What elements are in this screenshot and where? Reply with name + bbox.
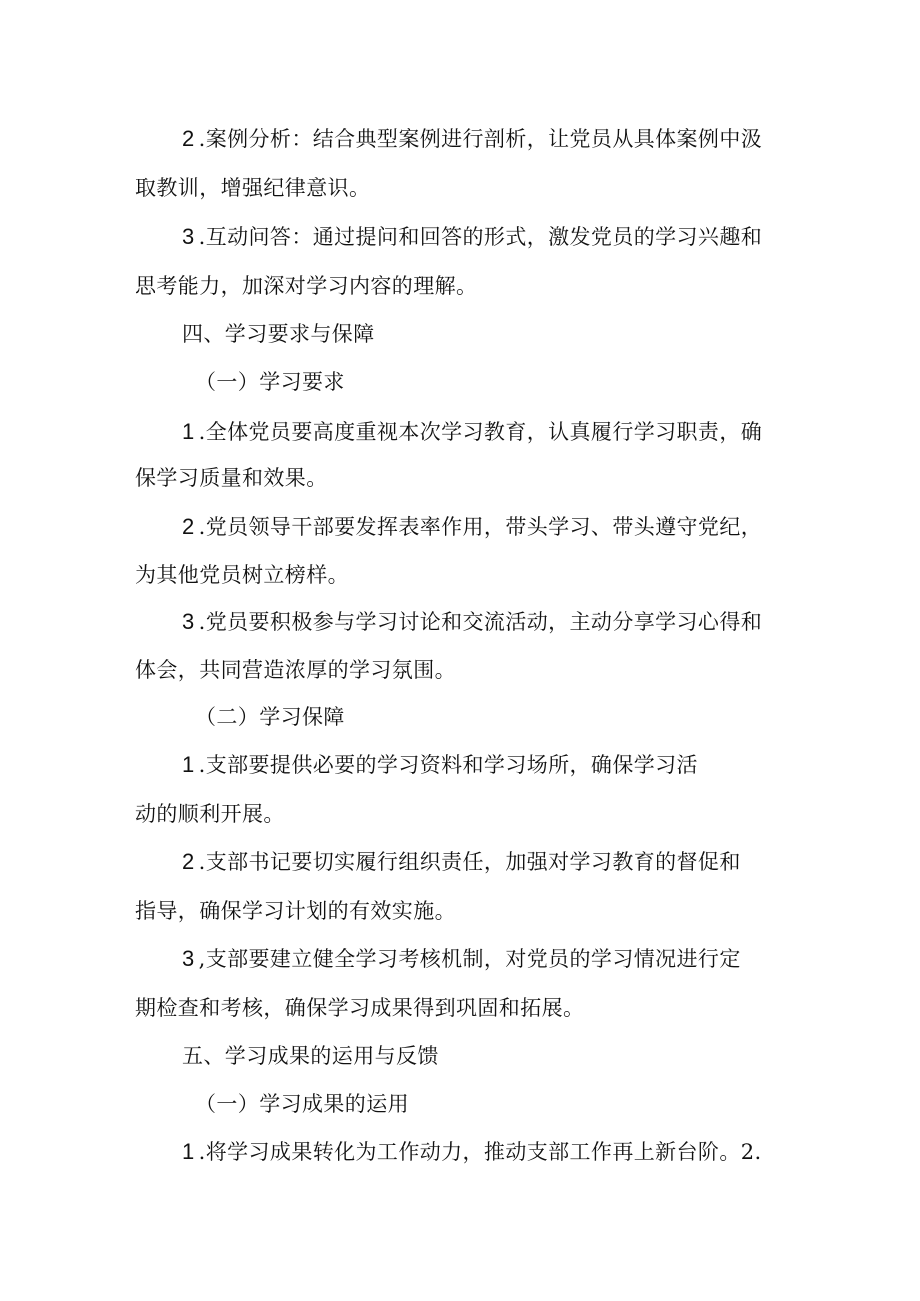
- paragraph-line: [135, 994, 584, 1022]
- line-text: 思考能力，加深对学习内容的理解。: [135, 274, 478, 298]
- paragraph-line: [182, 125, 762, 153]
- item-number: 3: [182, 946, 195, 971]
- item-number: 1: [182, 1139, 195, 1164]
- line-text: .互动问答：通过提问和回答的形式，激发党员的学习兴趣和: [198, 225, 763, 249]
- line-text: （一）学习要求: [195, 370, 345, 394]
- line-text: （一）学习成果的运用: [195, 1092, 409, 1116]
- line-text: 保学习质量和效果。: [135, 466, 328, 490]
- paragraph-line: [182, 608, 762, 636]
- subsection-heading: [195, 368, 345, 396]
- line-text: 期检查和考核，确保学习成果得到巩固和拓展。: [135, 996, 585, 1020]
- line-text: 动的顺利开展。: [135, 802, 285, 826]
- line-text: .支部书记要切实履行组织责任，加强对学习教育的督促和: [198, 850, 741, 874]
- line-text: .案例分析：结合典型案例进行剖析，让党员从具体案例中汲: [198, 127, 763, 151]
- item-number: 2: [182, 514, 195, 539]
- line-text: 指导，确保学习计划的有效实施。: [135, 899, 456, 923]
- line-text: 体会，共同营造浓厚的学习氛围。: [135, 658, 456, 682]
- line-text: .全体党员要高度重视本次学习教育，认真履行学习职责，确: [198, 420, 763, 444]
- section-heading: [182, 1042, 439, 1070]
- paragraph-line: [135, 800, 285, 828]
- item-number: 1: [182, 752, 195, 777]
- paragraph-line: [182, 418, 762, 446]
- line-text: .党员领导干部要发挥表率作用，带头学习、带头遵守党纪，: [198, 515, 763, 539]
- paragraph-line: [182, 513, 762, 541]
- paragraph-line: [135, 464, 328, 492]
- item-number: 2: [182, 126, 195, 151]
- paragraph-line: [135, 174, 370, 202]
- line-text: 为其他党员树立榜样。: [135, 563, 349, 587]
- item-number: 2: [182, 849, 195, 874]
- item-number: 3: [182, 609, 195, 634]
- line-text: 四、学习要求与保障: [182, 322, 375, 346]
- line-text: ,支部要建立健全学习考核机制，对党员的学习情况进行定: [198, 947, 741, 971]
- subsection-heading: [195, 1090, 409, 1118]
- line-text: 取教训，增强纪律意识。: [135, 176, 371, 200]
- line-text: .党员要积极参与学习讨论和交流活动，主动分享学习心得和: [198, 610, 763, 634]
- line-text: .支部要提供必要的学习资料和学习场所，确保学习活: [198, 753, 698, 777]
- paragraph-line: [135, 897, 456, 925]
- item-number: 1: [182, 419, 195, 444]
- paragraph-line: [182, 751, 698, 779]
- paragraph-line: [135, 561, 349, 589]
- paragraph-line: [182, 945, 741, 973]
- paragraph-line: [182, 1138, 762, 1166]
- line-text: 五、学习成果的运用与反馈: [182, 1044, 439, 1068]
- paragraph-line: [135, 656, 456, 684]
- subsection-heading: [195, 703, 345, 731]
- line-text: .将学习成果转化为工作动力，推动支部工作再上新台阶。2.: [198, 1140, 762, 1164]
- paragraph-line: [135, 272, 477, 300]
- line-text: （二）学习保障: [195, 705, 345, 729]
- item-number: 3: [182, 224, 195, 249]
- paragraph-line: [182, 223, 762, 251]
- paragraph-line: [182, 848, 741, 876]
- section-heading: [182, 320, 375, 348]
